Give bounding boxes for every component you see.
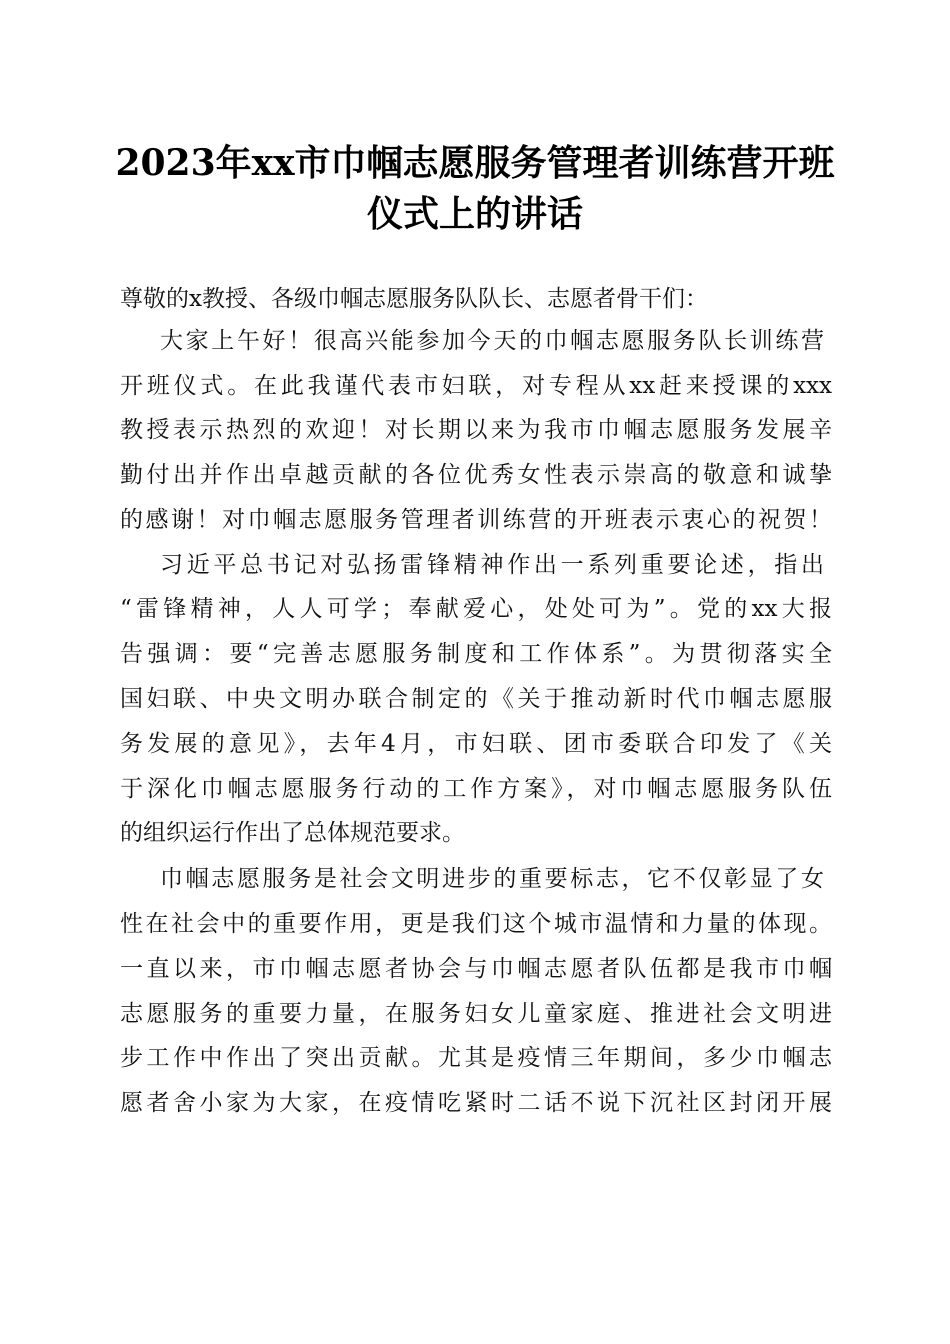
paragraph-line: “雷锋精神，人人可学；奉献爱心，处处可为”。党的xx大报 (120, 596, 832, 622)
paragraph-line: 勤付出并作出卓越贡献的各位优秀女性表示崇高的敬意和诚挚 (120, 462, 832, 488)
paragraph-line: 开班仪式。在此我谨代表市妇联，对专程从xx赶来授课的xxx (120, 373, 832, 399)
paragraph-line: 国妇联、中央文明办联合制定的《关于推动新时代巾帼志愿服 (120, 686, 832, 712)
paragraph-line: 一直以来，市巾帼志愿者协会与巾帼志愿者队伍都是我市巾帼 (120, 956, 832, 982)
paragraph-line: 于深化巾帼志愿服务行动的工作方案》，对巾帼志愿服务队伍 (120, 776, 832, 802)
paragraph-line: 的感谢！对巾帼志愿服务管理者训练营的开班表示衷心的祝贺！ (120, 507, 832, 533)
paragraph-line: 教授表示热烈的欢迎！对长期以来为我市巾帼志愿服务发展辛 (120, 417, 832, 443)
paragraph-line: 告强调：要“完善志愿服务制度和工作体系”。为贯彻落实全 (120, 641, 832, 667)
paragraph-line: 务发展的意见》，去年4月，市妇联、团市委联合印发了《关 (120, 731, 832, 757)
paragraph-line: 大家上午好！很高兴能参加今天的巾帼志愿服务队长训练营 (160, 328, 824, 354)
paragraph-line: 志愿服务的重要力量，在服务妇女儿童家庭、推进社会文明进 (120, 1001, 832, 1027)
paragraph-line: 步工作中作出了突出贡献。尤其是疫情三年期间，多少巾帼志 (120, 1045, 832, 1071)
salutation: 尊敬的x教授、各级巾帼志愿服务队队长、志愿者骨干们： (120, 286, 708, 312)
paragraph-line: 巾帼志愿服务是社会文明进步的重要标志，它不仅彰显了女 (160, 866, 824, 892)
document-title-line-1: 2023年xx市巾帼志愿服务管理者训练营开班 (115, 142, 835, 184)
document-title-line-2: 仪式上的讲话 (366, 193, 583, 235)
paragraph-line: 性在社会中的重要作用，更是我们这个城市温情和力量的体现。 (120, 911, 832, 937)
paragraph-line: 的组织运行作出了总体规范要求。 (120, 820, 465, 846)
paragraph-line: 习近平总书记对弘扬雷锋精神作出一系列重要论述，指出 (160, 552, 824, 578)
paragraph-line: 愿者舍小家为大家，在疫情吃紧时二话不说下沉社区封闭开展 (120, 1090, 832, 1116)
